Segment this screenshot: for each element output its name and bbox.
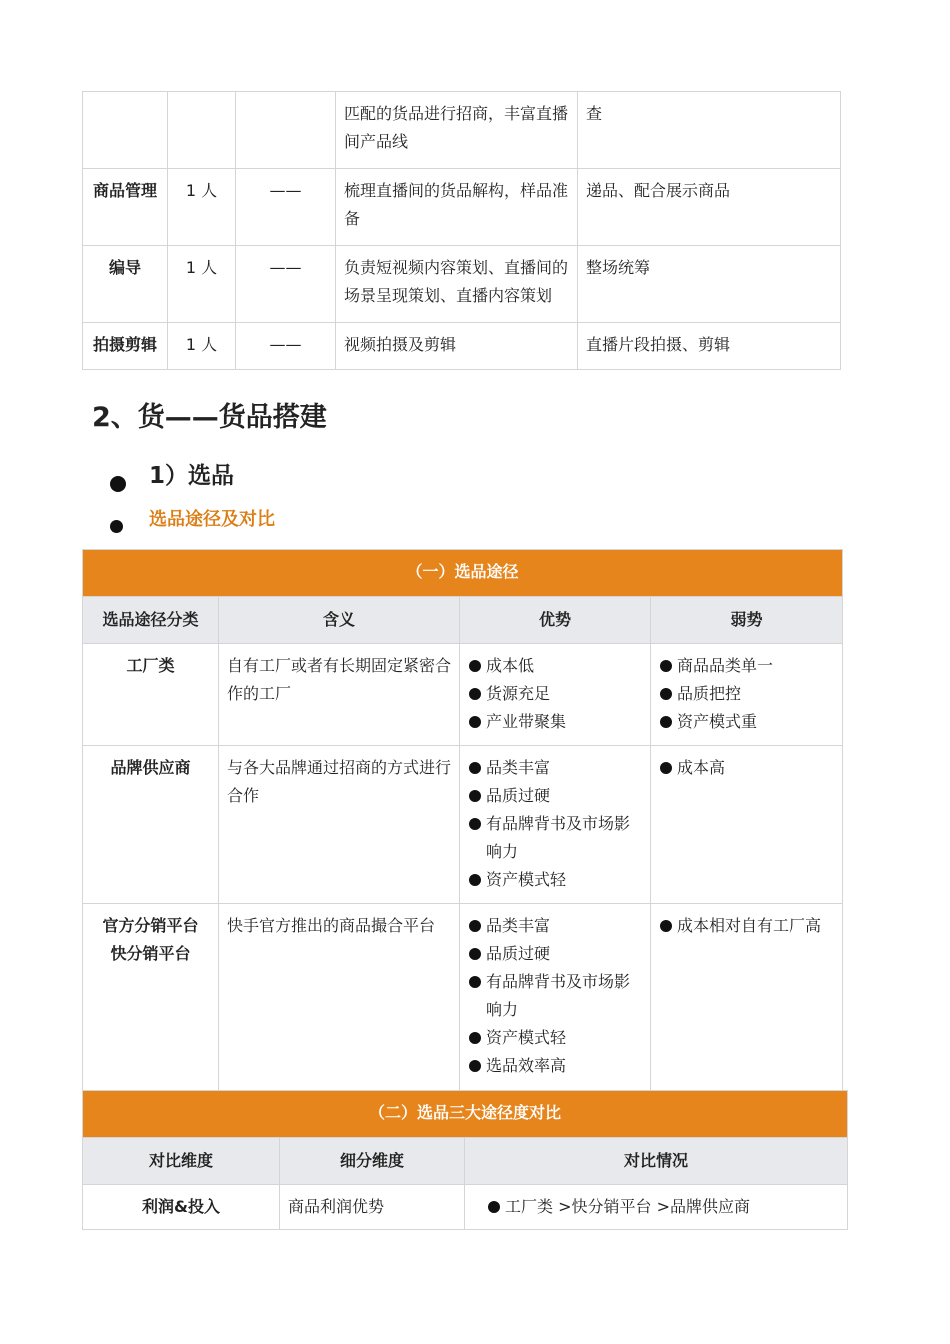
channel-meaning: 与各大品牌通过招商的方式进行合作 <box>219 746 460 904</box>
role-duty: 视频拍摄及剪辑 <box>336 323 578 370</box>
bullet-dot-icon <box>110 520 123 533</box>
table-row <box>83 644 843 746</box>
table-title: （二）选品三大途径度对比 <box>83 1091 848 1138</box>
list-item: 有品牌背书及市场影响力 <box>468 968 642 1024</box>
column-header: 对比维度 <box>83 1138 280 1185</box>
list-item: 资产模式重 <box>659 708 834 736</box>
role-name: 商品管理 <box>83 169 168 246</box>
column-header: 对比情况 <box>465 1138 848 1185</box>
bullet-dot-icon <box>110 476 126 492</box>
list-item: 品质把控 <box>659 680 834 708</box>
table-row <box>83 746 843 904</box>
channel-pros <box>460 904 651 1091</box>
role-name <box>83 92 168 169</box>
channel-category: 品牌供应商 <box>83 746 219 904</box>
role-task: 直播片段拍摄、剪辑 <box>578 323 841 370</box>
table-row <box>83 1185 848 1230</box>
list-item: 工厂类 >快分销平台 >品牌供应商 <box>487 1193 839 1221</box>
table-header-row <box>83 597 843 644</box>
column-header: 弱势 <box>651 597 843 644</box>
table-header-row <box>83 1138 848 1185</box>
list-item: 品质过硬 <box>468 782 642 810</box>
list-item: 货源充足 <box>468 680 642 708</box>
role-count <box>168 92 236 169</box>
column-header: 含义 <box>219 597 460 644</box>
channel-comparison-table <box>82 1090 848 1230</box>
table-row <box>83 169 841 246</box>
bullet-item <box>110 509 275 533</box>
bullet-item <box>110 463 235 492</box>
table-row <box>83 92 841 169</box>
channel-meaning: 快手官方推出的商品撮合平台 <box>219 904 460 1091</box>
role-duty: 负责短视频内容策划、直播间的场景呈现策划、直播内容策划 <box>336 246 578 323</box>
column-header: 选品途径分类 <box>83 597 219 644</box>
channel-pros <box>460 644 651 746</box>
channel-pros <box>460 746 651 904</box>
role-requirement: —— <box>236 169 336 246</box>
list-item: 品类丰富 <box>468 912 642 940</box>
table-row <box>83 904 843 1091</box>
list-item: 选品效率高 <box>468 1052 642 1080</box>
role-task: 查 <box>578 92 841 169</box>
list-item: 品质过硬 <box>468 940 642 968</box>
role-requirement <box>236 92 336 169</box>
table-row <box>83 246 841 323</box>
role-requirement: —— <box>236 323 336 370</box>
role-name: 编导 <box>83 246 168 323</box>
role-task: 整场统筹 <box>578 246 841 323</box>
channel-category-line: 快分销平台 <box>110 944 191 963</box>
table-title: （一）选品途径 <box>83 550 843 597</box>
comparison-subdimension: 商品利润优势 <box>280 1185 465 1230</box>
channel-category <box>83 904 219 1091</box>
role-count: 1 人 <box>168 323 236 370</box>
list-item: 资产模式轻 <box>468 866 642 894</box>
channel-cons <box>651 904 843 1091</box>
channel-category-line: 官方分销平台 <box>102 916 199 935</box>
channel-cons <box>651 746 843 904</box>
list-item: 有品牌背书及市场影响力 <box>468 810 642 866</box>
roles-table <box>82 91 841 370</box>
list-item: 商品品类单一 <box>659 652 834 680</box>
selection-channel-table <box>82 549 843 1091</box>
role-task: 递品、配合展示商品 <box>578 169 841 246</box>
role-count: 1 人 <box>168 246 236 323</box>
list-item: 品类丰富 <box>468 754 642 782</box>
role-duty: 匹配的货品进行招商，丰富直播间产品线 <box>336 92 578 169</box>
list-item: 成本相对自有工厂高 <box>659 912 834 940</box>
channel-cons <box>651 644 843 746</box>
bullet-text: 1）选品 <box>149 463 235 489</box>
role-requirement: —— <box>236 246 336 323</box>
channel-category: 工厂类 <box>83 644 219 746</box>
channel-meaning: 自有工厂或者有长期固定紧密合作的工厂 <box>219 644 460 746</box>
list-item: 资产模式轻 <box>468 1024 642 1052</box>
list-item: 产业带聚集 <box>468 708 642 736</box>
section-heading: 2、货——货品搭建 <box>92 402 327 433</box>
list-item: 成本高 <box>659 754 834 782</box>
role-count: 1 人 <box>168 169 236 246</box>
role-name: 拍摄剪辑 <box>83 323 168 370</box>
list-item: 成本低 <box>468 652 642 680</box>
comparison-result <box>465 1185 848 1230</box>
column-header: 细分维度 <box>280 1138 465 1185</box>
comparison-dimension: 利润&投入 <box>83 1185 280 1230</box>
table-row <box>83 323 841 370</box>
bullet-text-highlight: 选品途径及对比 <box>149 509 275 530</box>
role-duty: 梳理直播间的货品解构，样品准备 <box>336 169 578 246</box>
column-header: 优势 <box>460 597 651 644</box>
